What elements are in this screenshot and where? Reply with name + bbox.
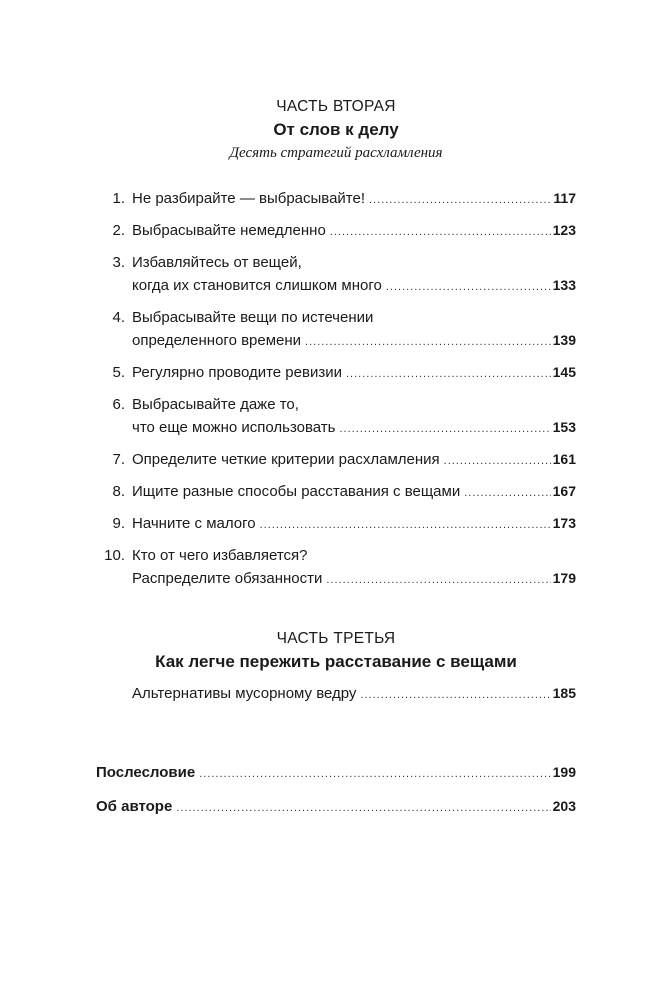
part-two-header [0,96,672,164]
entry-page-number: 203 [552,798,576,814]
entry-number: 5. [112,364,125,381]
entry-title: Выбрасывайте немедленно [132,222,326,239]
dot-leader [326,569,550,592]
part-two-subtitle: Десять стратегий расхламления [229,145,443,161]
toc-entry-3[interactable] [96,251,576,299]
dot-leader [305,331,551,354]
dot-leader [260,514,551,537]
toc-entry-alternatives[interactable] [96,682,576,707]
entry-title: Об авторе [96,798,173,815]
toc-entry-2[interactable] [96,219,576,244]
dot-leader [330,221,551,244]
entry-title-line-1: Избавляйтесь от вещей, [132,254,302,271]
entry-number: 1. [112,190,125,207]
part-three-header [0,628,672,674]
entry-page-number: 117 [553,190,576,206]
toc-entry-about-author[interactable] [96,795,576,820]
dot-leader [340,418,551,441]
part-three-label: ЧАСТЬ ТРЕТЬЯ [276,630,396,647]
dot-leader [464,482,550,505]
toc-entry-8[interactable] [96,480,576,505]
entry-title: Регулярно проводите ревизии [132,364,342,381]
toc-entry-5[interactable] [96,361,576,386]
entry-title-line-2: Распределите обязанности [132,570,323,587]
entry-page-number: 153 [552,419,576,435]
entry-title: Послесловие [96,764,196,781]
entry-title: Не разбирайте — выбрасывайте! [132,190,366,207]
part-two-toc [96,187,576,592]
toc-entry-7[interactable] [96,448,576,473]
part-two-title: От слов к делу [273,120,399,139]
dot-leader [386,276,551,299]
entry-number: 8. [112,483,125,500]
entry-title-line-2: когда их становится слишком много [132,277,382,294]
toc-entry-6[interactable] [96,393,576,441]
entry-page-number: 185 [552,685,576,701]
toc-entry-1[interactable] [96,187,576,212]
dot-leader [360,684,550,707]
back-matter-toc [96,761,576,820]
entry-page-number: 173 [552,515,576,531]
entry-title-line-1: Выбрасывайте вещи по истечении [132,309,374,326]
part-three-title: Как легче пережить расставание с вещами [155,652,517,671]
part-three-toc [96,682,576,707]
dot-leader [176,797,550,820]
entry-page-number: 167 [552,483,576,499]
entry-number: 10. [104,547,125,564]
dot-leader [369,189,551,212]
entry-title-line-1: Выбрасывайте даже то, [132,396,299,413]
entry-title: Начните с малого [132,515,256,532]
entry-number: 4. [112,309,125,326]
entry-title: Альтернативы мусорному ведру [132,685,357,702]
entry-page-number: 133 [552,277,576,293]
entry-title: Ищите разные способы расставания с вещами [132,483,461,500]
toc-entry-afterword[interactable] [96,761,576,786]
entry-page-number: 199 [552,764,576,780]
dot-leader [444,450,551,473]
dot-leader [199,763,550,786]
entry-title: Определите четкие критерии расхламления [132,451,440,468]
entry-title-line-2: что еще можно использовать [132,419,336,436]
entry-number: 3. [112,254,125,271]
toc-entry-9[interactable] [96,512,576,537]
entry-number: 7. [112,451,125,468]
entry-page-number: 145 [552,364,576,380]
part-two-label: ЧАСТЬ ВТОРАЯ [276,98,396,115]
entry-title-line-1: Кто от чего избавляется? [132,547,308,564]
toc-entry-10[interactable] [96,544,576,592]
entry-page-number: 123 [552,222,576,238]
entry-number: 9. [112,515,125,532]
entry-page-number: 139 [552,332,576,348]
entry-page-number: 161 [552,451,576,467]
dot-leader [346,363,551,386]
entry-number: 6. [112,396,125,413]
toc-entry-4[interactable] [96,306,576,354]
entry-number: 2. [112,222,125,239]
entry-page-number: 179 [552,570,576,586]
entry-title-line-2: определенного времени [132,332,302,349]
